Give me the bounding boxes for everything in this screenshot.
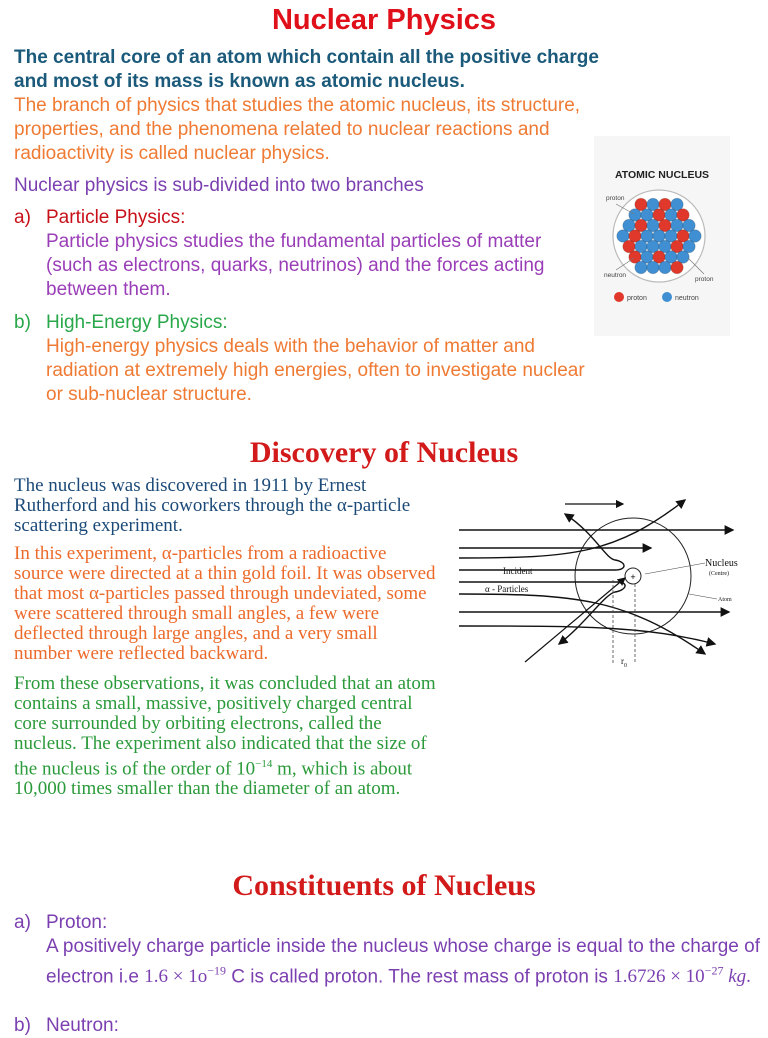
list-item-text: Particle physics studies the fundamental particles of matter (such as electrons, quarks, neutrinos) and the forces acting between them. [46,231,545,300]
trajectory-reflected [459,514,624,570]
r0-label: $r_0$ [621,656,627,669]
neutron-ball [659,261,671,273]
proton-text-2: C is called proton. The rest mass of proton is [225,966,614,988]
label-proton: proton [606,195,625,202]
conclusion-text-end: m, which is about 10,000 times smaller than the diameter of an atom. [14,758,413,800]
section-heading-discovery: Discovery of Nucleus [249,436,519,469]
charge-value: $1.6 \times 1o^{-19}$ [144,964,226,988]
rutherford-scattering-figure [455,494,745,672]
conclusion-paragraph [14,674,439,799]
leader-line [689,594,717,599]
legend-proton-dot [614,292,624,302]
conclusion-text: From these observations, it was concluded that an atom contains a small, massive, positively charged central core surrounded by orbiting electrons, called the nucleus. The experiment also indicated that the size of the nucleus is of the order of 10 [14,673,436,780]
section-heading-constituents: Constituents of Nucleus [232,869,536,902]
list-marker: b) [14,312,31,333]
trajectory-reflected [525,578,625,662]
discovery-paragraph: The nucleus was discovered in 1911 by Ernest Rutherford and his coworkers through the α-particle scattering experiment. [14,475,411,536]
label-centre: (Centre) [709,571,729,577]
atomic-nucleus-diagram [594,136,730,336]
proton-text: A positively charge particle inside the nucleus whose charge is equal to the charge of electron i.e [46,936,760,988]
leader-line [645,563,705,574]
list-marker: a) [14,912,31,933]
neutron-ball [635,261,647,273]
exponent: −14 [255,758,273,770]
legend-neutron-dot [662,292,672,302]
label-incident: Incident [503,566,533,576]
label-proton: proton [695,276,714,283]
figure-title: ATOMIC NUCLEUS [614,169,710,181]
neutron-ball [647,261,659,273]
scattering-diagram [455,494,745,672]
experiment-paragraph: In this experiment, α-particles from a radioactive source were directed at a thin gold foil. It was observed that most α-particles passed through undeviated, some were scattered through small angles, a few were deflected through large angles, and a very small number were reflected backward. [14,543,436,664]
list-item-label: Proton: [46,912,108,933]
list-item-text: High-energy physics deals with the behavior of matter and radiation at extremely high energies, often to investigate nuclear or sub-nuclear structure. [46,336,585,405]
trajectory-reflected [459,582,625,644]
label-nucleus: Nucleus [705,558,738,569]
atomic-nucleus-figure [594,136,730,336]
mass-value: $1.6726 \times 10^{-27}$ kg. [613,964,751,988]
subdivision-intro: Nuclear physics is sub-divided into two branches [14,175,424,196]
label-neutron: neutron [604,272,627,279]
list-marker: b) [14,1015,31,1036]
plus-sign: + [630,572,636,582]
proton-ball [671,261,683,273]
list-item-label: Neutron: [46,1015,119,1036]
nuclear-physics-definition: The branch of physics that studies the atomic nucleus, its structure, properties, and the phenomena related to nuclear reactions and radioactivity is called nuclear physics. [14,95,581,164]
label-alpha-particles: α - Particles [485,584,529,594]
page-title: Nuclear Physics [271,4,497,36]
trajectory-deflected [459,500,685,558]
list-marker: a) [14,207,31,228]
list-item-label: High-Energy Physics: [46,312,228,333]
list-item-label: Particle Physics: [46,207,186,228]
nucleus-definition: The central core of an atom which contain all the positive charge and most of its mass is known as atomic nucleus. [14,47,599,92]
list-item-text [46,935,766,989]
label-atom: Atom [718,597,732,603]
legend-neutron-label: neutron [675,295,699,302]
legend-proton-label: proton [627,295,647,302]
